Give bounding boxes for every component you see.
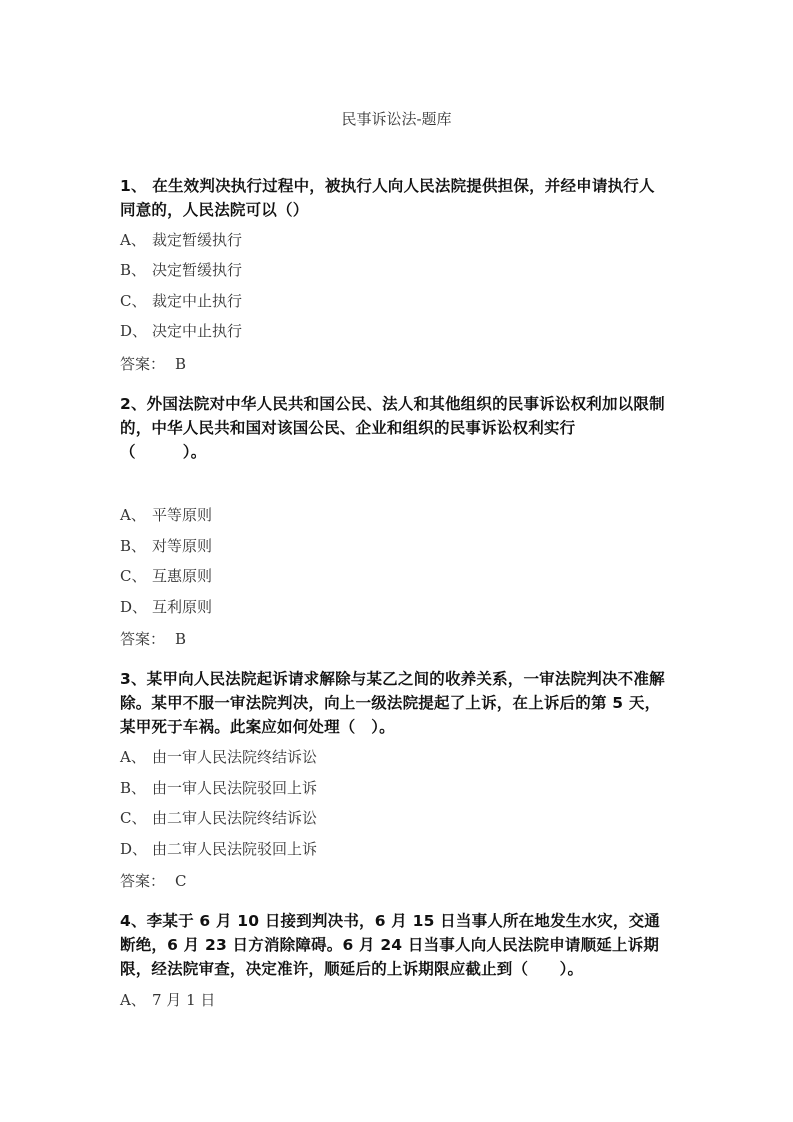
question-2-blank: （ ）。 bbox=[120, 443, 207, 461]
q3-option-d: D、 由二审人民法院驳回上诉 bbox=[120, 840, 318, 858]
q2-option-c: C、 互惠原则 bbox=[120, 567, 213, 585]
q4-option-a: A、 7 月 1 日 bbox=[120, 991, 216, 1009]
q1-option-c: C、 裁定中止执行 bbox=[120, 292, 243, 310]
q3-option-b: B、 由一审人民法院驳回上诉 bbox=[120, 779, 318, 797]
document-title: 民事诉讼法-题库 bbox=[341, 110, 452, 128]
q3-option-c: C、 由二审人民法院终结诉讼 bbox=[120, 809, 318, 827]
question-2-text: 2、外国法院对中华人民共和国公民、法人和其他组织的民事诉讼权利加以限制的，中华人民共和国对该国公民、企业和组织的民事诉讼权利实行 bbox=[120, 395, 665, 437]
q2-option-d: D、 互利原则 bbox=[120, 598, 213, 616]
q1-option-b: B、 决定暂缓执行 bbox=[120, 261, 243, 279]
q2-option-b: B、 对等原则 bbox=[120, 537, 213, 555]
q1-option-a: A、 裁定暂缓执行 bbox=[120, 231, 243, 249]
q2-option-a: A、 平等原则 bbox=[120, 506, 213, 524]
q2-answer: 答案： B bbox=[120, 630, 187, 648]
question-1-text: 1、 在生效判决执行过程中，被执行人向人民法院提供担保，并经申请执行人同意的，人民法院可以（） bbox=[120, 177, 655, 219]
q1-option-d: D、 决定中止执行 bbox=[120, 322, 243, 340]
q1-answer: 答案： B bbox=[120, 355, 187, 373]
question-4-text: 4、李某于 6 月 10 日接到判决书，6 月 15 日当事人所在地发生水灾，交通断绝，6 月 23 日方消除障碍。6 月 24 日当事人向人民法院申请顺延上诉期限，经法院审查，决定准许，顺延后的上诉期限应截止到（ ）。 bbox=[120, 912, 660, 978]
q3-option-a: A、 由一审人民法院终结诉讼 bbox=[120, 748, 318, 766]
q3-answer: 答案： C bbox=[120, 872, 187, 890]
question-3-text: 3、某甲向人民法院起诉请求解除与某乙之间的收养关系，一审法院判决不准解除。某甲不服一审法院判决，向上一级法院提起了上诉，在上诉后的第 5 天，某甲死于车祸。此案应如何处理（ ）。 bbox=[120, 670, 665, 736]
